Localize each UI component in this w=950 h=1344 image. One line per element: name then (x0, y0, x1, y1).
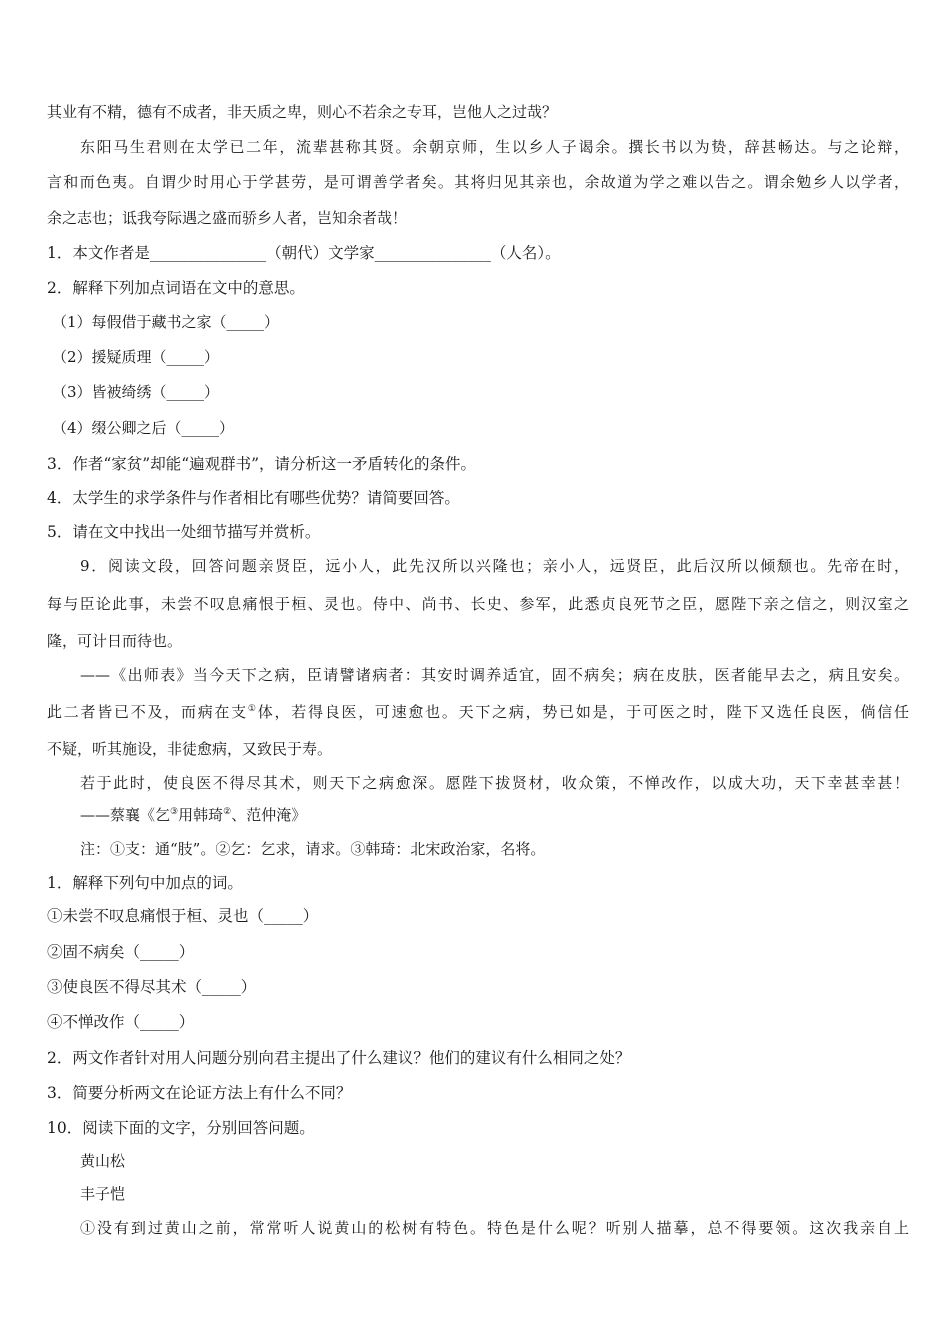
q9-1-item4: ④不惮改作（_____） (47, 1013, 195, 1031)
q10-para1: ①没有到过黄山之前，常常听人说黄山的松树有特色。特色是什么呢？听别人描摹，总不得要领。这次我亲自上 (80, 1219, 909, 1237)
q1-5: 5．请在文中找出一处细节描写并赏析。 (47, 523, 321, 541)
footnote-marker: ③ (170, 807, 179, 817)
q9-line3: 隆，可计日而待也。 (47, 632, 183, 650)
q9-line7: 若于此时，使良医不得尽其术，则天下之病愈深。愿陛下拔贤材，收众策，不惮改作，以成大功，天下幸甚幸甚！ (80, 774, 909, 792)
q9-line5: 此二者皆已不及，而病在支①体，若得良医，可速愈也。天下之病，势已如是，于可医之时，陛下又选任良医，倘信任 (47, 703, 909, 721)
q1-2-item3: （3）皆被绮绣（_____） (52, 383, 220, 401)
q9-1-item2: ②固不病矣（_____） (47, 943, 195, 961)
q9-2: 2．两文作者针对用人问题分别向君主提出了什么建议？他们的建议有什么相同之处？ (47, 1049, 631, 1067)
q1-2: 2．解释下列加点词语在文中的意思。 (47, 279, 305, 297)
q1-2-item1: （1）每假借于藏书之家（_____） (52, 313, 280, 331)
passage1-line2: 东阳马生君则在太学已二年，流辈甚称其贤。余朝京师，生以乡人子谒余。撰长书以为贽，辞甚畅达。与之论辩， (80, 138, 909, 156)
q1-2-item4: （4）缀公卿之后（_____） (52, 419, 235, 437)
footnote-marker: ② (223, 807, 232, 817)
q9-line1: 9．阅读文段，回答问题亲贤臣，远小人，此先汉所以兴隆也；亲小人，远贤臣，此后汉所以倾颓也。先帝在时， (80, 557, 909, 575)
q9-line8: ——蔡襄《乞③用韩琦②、范仲淹》 (80, 806, 307, 824)
q9-3: 3．简要分析两文在论证方法上有什么不同？ (47, 1084, 352, 1102)
q1-3: 3．作者“家贫”却能“遍观群书”，请分析这一矛盾转化的条件。 (47, 455, 477, 473)
q9-note: 注：①支：通“肢”。②乞：乞求，请求。③韩琦：北宋政治家，名将。 (80, 840, 546, 858)
passage1-line4: 余之志也；诋我夸际遇之盛而骄乡人者，岂知余者哉！ (47, 209, 408, 227)
q10-author: 丰子恺 (80, 1185, 126, 1203)
passage1-line1: 其业有不精，德有不成者，非天质之卑，则心不若余之专耳，岂他人之过哉？ (47, 103, 558, 121)
q9-line6: 不疑，听其施设，非徒愈病，又致民于寿。 (47, 740, 333, 758)
q9-line4: ——《出师表》当今天下之病，臣请譬诸病者：其安时调养适宜，固不病矣；病在皮肤，医者能早去之，病且安矣。 (80, 666, 909, 684)
q1-1: 1．本文作者是_______________（朝代）文学家_______________（人名）。 (47, 244, 561, 262)
q9-line2: 每与臣论此事，未尝不叹息痛恨于桓、灵也。侍中、尚书、长史、参军，此悉贞良死节之臣，愿陛下亲之信之，则汉室之 (47, 595, 909, 613)
q1-4: 4．太学生的求学条件与作者相比有哪些优势？请简要回答。 (47, 489, 460, 507)
q9-1-item3: ③使良医不得尽其术（_____） (47, 978, 257, 996)
q9-1-item1: ①未尝不叹息痛恨于桓、灵也（_____） (47, 907, 319, 925)
footnote-marker: ① (247, 704, 258, 714)
q9-1: 1．解释下列句中加点的词。 (47, 874, 243, 892)
q10-intro: 10．阅读下面的文字，分别回答问题。 (47, 1119, 315, 1137)
q1-2-item2: （2）援疑质理（_____） (52, 348, 220, 366)
passage1-line3: 言和而色夷。自谓少时用心于学甚劳，是可谓善学者矣。其将归见其亲也，余故道为学之难以告之。谓余勉乡人以学者， (47, 173, 909, 191)
q10-title: 黄山松 (80, 1152, 126, 1170)
